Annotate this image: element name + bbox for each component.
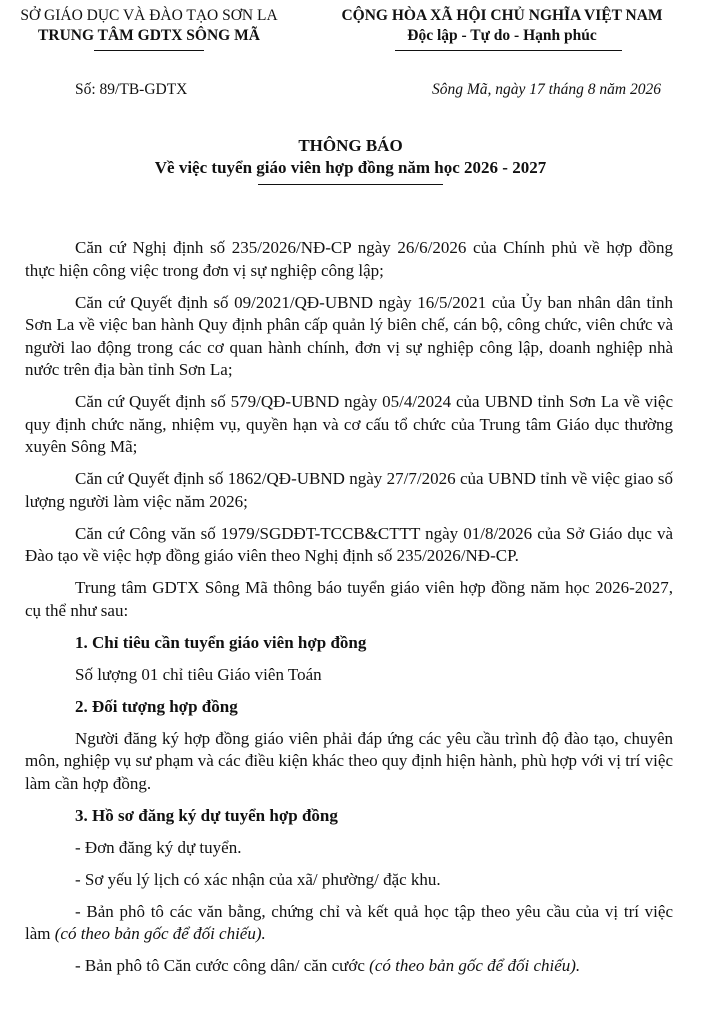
nation-name: CỘNG HÒA XÃ HỘI CHỦ NGHĨA VIỆT NAM: [341, 7, 663, 24]
list-item-text: - Bản phô tô các văn bằng, chứng chỉ và kết quả học tập theo yêu cầu của vị trí việc làm: [25, 901, 673, 943]
list-item: [25, 901, 673, 946]
unit-underline: [94, 50, 204, 51]
list-item: [25, 837, 673, 860]
section-text: Người đăng ký hợp đồng giáo viên phải đáp ứng các yêu cầu trình độ đào tạo, chuyên môn, nghiệp vụ sư phạm và các điều kiện khác theo quy định hiện hành, phù hợp với vị trí việc làm cần hợp đồng.: [25, 728, 673, 793]
motto-underline: [395, 50, 622, 51]
section-text: Số lượng 01 chỉ tiêu Giáo viên Toán: [75, 664, 322, 684]
unit-name: TRUNG TÂM GDTX SÔNG MÃ: [38, 27, 260, 44]
national-block: [312, 6, 692, 46]
section-heading: 2. Đối tượng hợp đồng: [75, 696, 238, 716]
document-number: Số: 89/TB-GDTX: [75, 81, 188, 98]
basis-paragraph: Căn cứ Công văn số 1979/SGDĐT-TCCB&CTTT ngày 01/8/2026 của Sở Giáo dục và Đào tạo về việc hợp đồng giáo viên theo Nghị định số 235/2026/NĐ-CP.: [25, 523, 673, 565]
basis-paragraph: Căn cứ Quyết định số 09/2021/QĐ-UBND ngày 16/5/2021 của Ủy ban nhân dân tỉnh Sơn La về việc ban hành Quy định phân cấp quản lý biên chế, cán bộ, công chức, viên chức và người lao động trong các cơ quan hành chính, đơn vị sự nghiệp công lập, doanh nghiệp nhà nước trên địa bàn tỉnh Sơn La;: [25, 292, 673, 379]
place-date: Sông Mã, ngày 17 tháng 8 năm 2026: [431, 81, 661, 98]
document-title: THÔNG BÁO: [298, 136, 403, 155]
subtitle-underline: [258, 184, 443, 185]
basis-paragraph: Căn cứ Nghị định số 235/2026/NĐ-CP ngày 26/6/2026 của Chính phủ về hợp đồng thực hiện công việc trong đơn vị sự nghiệp công lập;: [25, 238, 673, 280]
list-item-note: (có theo bản gốc để đối chiếu).: [369, 956, 581, 975]
section-heading: 3. Hồ sơ đăng ký dự tuyển hợp đồng: [75, 805, 338, 825]
basis-paragraph: Căn cứ Quyết định số 1862/QĐ-UBND ngày 27/7/2026 của UBND tỉnh về việc giao số lượng người làm việc năm 2026;: [25, 469, 673, 511]
list-item: [25, 955, 673, 978]
document-body: [25, 237, 673, 987]
agency-name: SỞ GIÁO DỤC VÀ ĐÀO TẠO SƠN LA: [20, 7, 278, 24]
intro-paragraph: Trung tâm GDTX Sông Mã thông báo tuyển giáo viên hợp đồng năm học 2026-2027, cụ thể như sau:: [25, 578, 673, 620]
section-heading: 1. Chỉ tiêu cần tuyển giáo viên hợp đồng: [75, 632, 367, 652]
list-item-text: - Sơ yếu lý lịch có xác nhận của xã/ phường/ đặc khu.: [75, 869, 441, 889]
list-item-text: - Bản phô tô Căn cước công dân/ căn cước: [75, 956, 370, 975]
national-motto: Độc lập - Tự do - Hạnh phúc: [407, 27, 597, 44]
basis-paragraph: Căn cứ Quyết định số 579/QĐ-UBND ngày 05/4/2024 của UBND tỉnh Sơn La về việc quy định chức năng, nhiệm vụ, quyền hạn và cơ cấu tổ chức của Trung tâm Giáo dục thường xuyên Sông Mã;: [25, 392, 673, 456]
list-item: [25, 869, 673, 892]
issuer-block: [4, 6, 294, 46]
list-item-note: (có theo bản gốc để đối chiếu).: [54, 924, 266, 943]
list-item-text: - Đơn đăng ký dự tuyển.: [75, 837, 242, 857]
document-subtitle: Về việc tuyển giáo viên hợp đồng năm học 2026 - 2027: [154, 158, 547, 177]
